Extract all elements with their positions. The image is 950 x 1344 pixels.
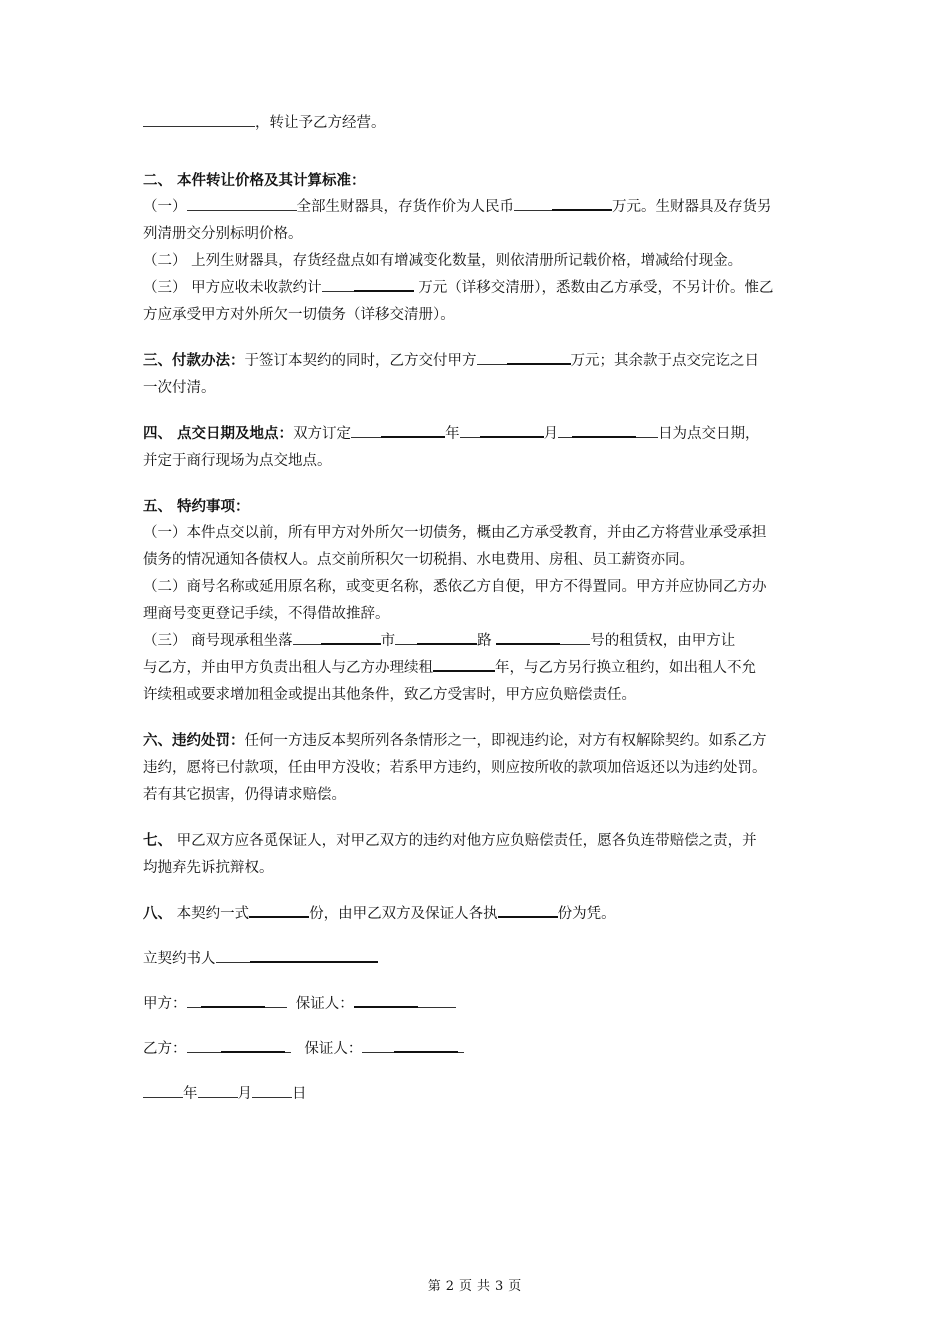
section-2-item-1-line-2: 列清册交分别标明价格。 <box>143 226 303 242</box>
section-5-item-3-line-2: 与乙方，并由甲方负责出租人与乙方办理续租 年，与乙方另行换立租约，如出租人不允 <box>143 655 815 682</box>
blank-field <box>249 901 309 918</box>
blank-field <box>417 628 477 645</box>
blank-field <box>187 992 201 1008</box>
blank-field <box>143 1082 183 1098</box>
page-footer: 第 2 页 共 3 页 <box>427 1279 523 1294</box>
section-4-line-1: 四、 点交日期及地点：双方订定 年 月 日为点交日期， <box>143 420 815 448</box>
blank-field <box>496 628 560 645</box>
blank-field <box>572 421 636 438</box>
section-6-line-3: 若有其它损害，仍得请求赔偿。 <box>143 787 346 803</box>
section-2-item-3-line-1: （三） 甲方应收未收款约计 万元（详移交清册），悉数由乙方承受，不另计价。惟乙 <box>143 275 815 302</box>
blank-field <box>460 422 480 438</box>
section-6-line-2: 违约，愿将已付款项，任由甲方没收；若系甲方违约，则应按所收的款项加倍返还以为违约处罚。 <box>143 760 767 776</box>
section-5-item-3-line-1: （三） 商号现承租坐落 市 路 号的租赁权，由甲方让 <box>143 628 815 655</box>
section-5-heading: 五、 特约事项： <box>143 498 250 515</box>
section-5-item-1-line-2: 债务的情况通知各债权人。点交前所积欠一切税捐、水电费用、房租、员工薪资亦同。 <box>143 552 694 568</box>
section-7-line-2: 均抛弃先诉抗辩权。 <box>143 860 274 876</box>
signatory-line: 立契约书人 <box>143 946 815 973</box>
blank-field <box>477 349 507 365</box>
blank-field <box>216 947 250 963</box>
blank-field <box>480 421 544 438</box>
blank-field <box>362 1037 394 1053</box>
section-2-item-3-line-2: 方应承受甲方对外所欠一切债务（详移交清册）。 <box>143 307 455 323</box>
blank-field <box>201 991 265 1008</box>
blank-field <box>322 276 354 292</box>
section-2-item-2: （二） 上列生财器具，存货经盘点如有增减变化数量，则依清册所记载价格，增减给付现金。 <box>143 253 743 269</box>
section-7-line-1: 七、 甲乙双方应各觅保证人，对甲乙双方的违约对他方应负赔偿责任，愿各负连带赔偿之责，并 <box>143 832 757 849</box>
party-b-line: 乙方： 保证人： <box>143 1036 815 1063</box>
blank-field <box>558 422 572 438</box>
section-5-item-2-line-1: （二）商号名称或延用原名称，或变更名称，悉依乙方自便，甲方不得置同。甲方并应协同乙方办 <box>143 579 767 595</box>
section-8-line: 八、 本契约一式 份，由甲乙双方及保证人各执 份为凭。 <box>143 900 815 928</box>
blank-field <box>265 992 287 1008</box>
blank-field <box>381 421 445 438</box>
blank-field <box>293 629 321 645</box>
section-4-line-2: 并定于商行现场为点交地点。 <box>143 453 332 469</box>
blank-field <box>250 946 378 963</box>
blank-field <box>433 655 495 672</box>
blank-field <box>187 195 297 211</box>
blank-field <box>636 422 658 438</box>
section-3-line-2: 一次付清。 <box>143 380 216 396</box>
date-line: 年 月 日 <box>143 1081 815 1108</box>
blank-field <box>458 1037 464 1053</box>
blank-field <box>418 992 456 1008</box>
blank-field <box>394 1036 458 1053</box>
section-2-heading: 二、 本件转让价格及其计算标准： <box>143 172 366 189</box>
paragraph-text: ，转让予乙方经营。 <box>255 115 386 131</box>
blank-field <box>395 629 417 645</box>
blank-field <box>514 195 552 211</box>
blank-field <box>507 348 571 365</box>
section-2-item-1-line-1: （一） 全部生财器具，存货作价为人民币 万元。生财器具及存货另 <box>143 194 815 221</box>
blank-field <box>354 991 418 1008</box>
section-5-item-2-line-2: 理商号变更登记手续，不得借故推辞。 <box>143 606 390 622</box>
blank-field <box>187 1037 221 1053</box>
blank-field <box>221 1036 285 1053</box>
blank-field <box>351 422 381 438</box>
section-5-item-1-line-1: （一）本件点交以前，所有甲方对外所欠一切债务，概由乙方承受教育，并由乙方将营业承受承担 <box>143 525 767 541</box>
contract-body <box>143 110 815 1108</box>
blank-field <box>498 901 558 918</box>
blank-field <box>560 629 590 645</box>
transfer-line <box>143 110 815 137</box>
section-5-item-3-line-3: 许续租或要求增加租金或提出其他条件，致乙方受害时，甲方应负赔偿责任。 <box>143 687 636 703</box>
section-6-line-1: 六、违约处罚：任何一方违反本契所列各条情形之一，即视违约论，对方有权解除契约。如系乙方 <box>143 732 767 749</box>
blank-field <box>198 1082 238 1098</box>
section-3-line-1: 三、付款办法：于签订本契约的同时，乙方交付甲方 万元；其余款于点交完讫之日 <box>143 347 815 375</box>
blank-field <box>354 275 414 292</box>
blank-field <box>143 111 255 127</box>
blank-field <box>552 194 612 211</box>
blank-field <box>321 628 381 645</box>
blank-field <box>285 1037 291 1053</box>
party-a-line: 甲方： 保证人： <box>143 991 815 1018</box>
blank-field <box>252 1082 292 1098</box>
